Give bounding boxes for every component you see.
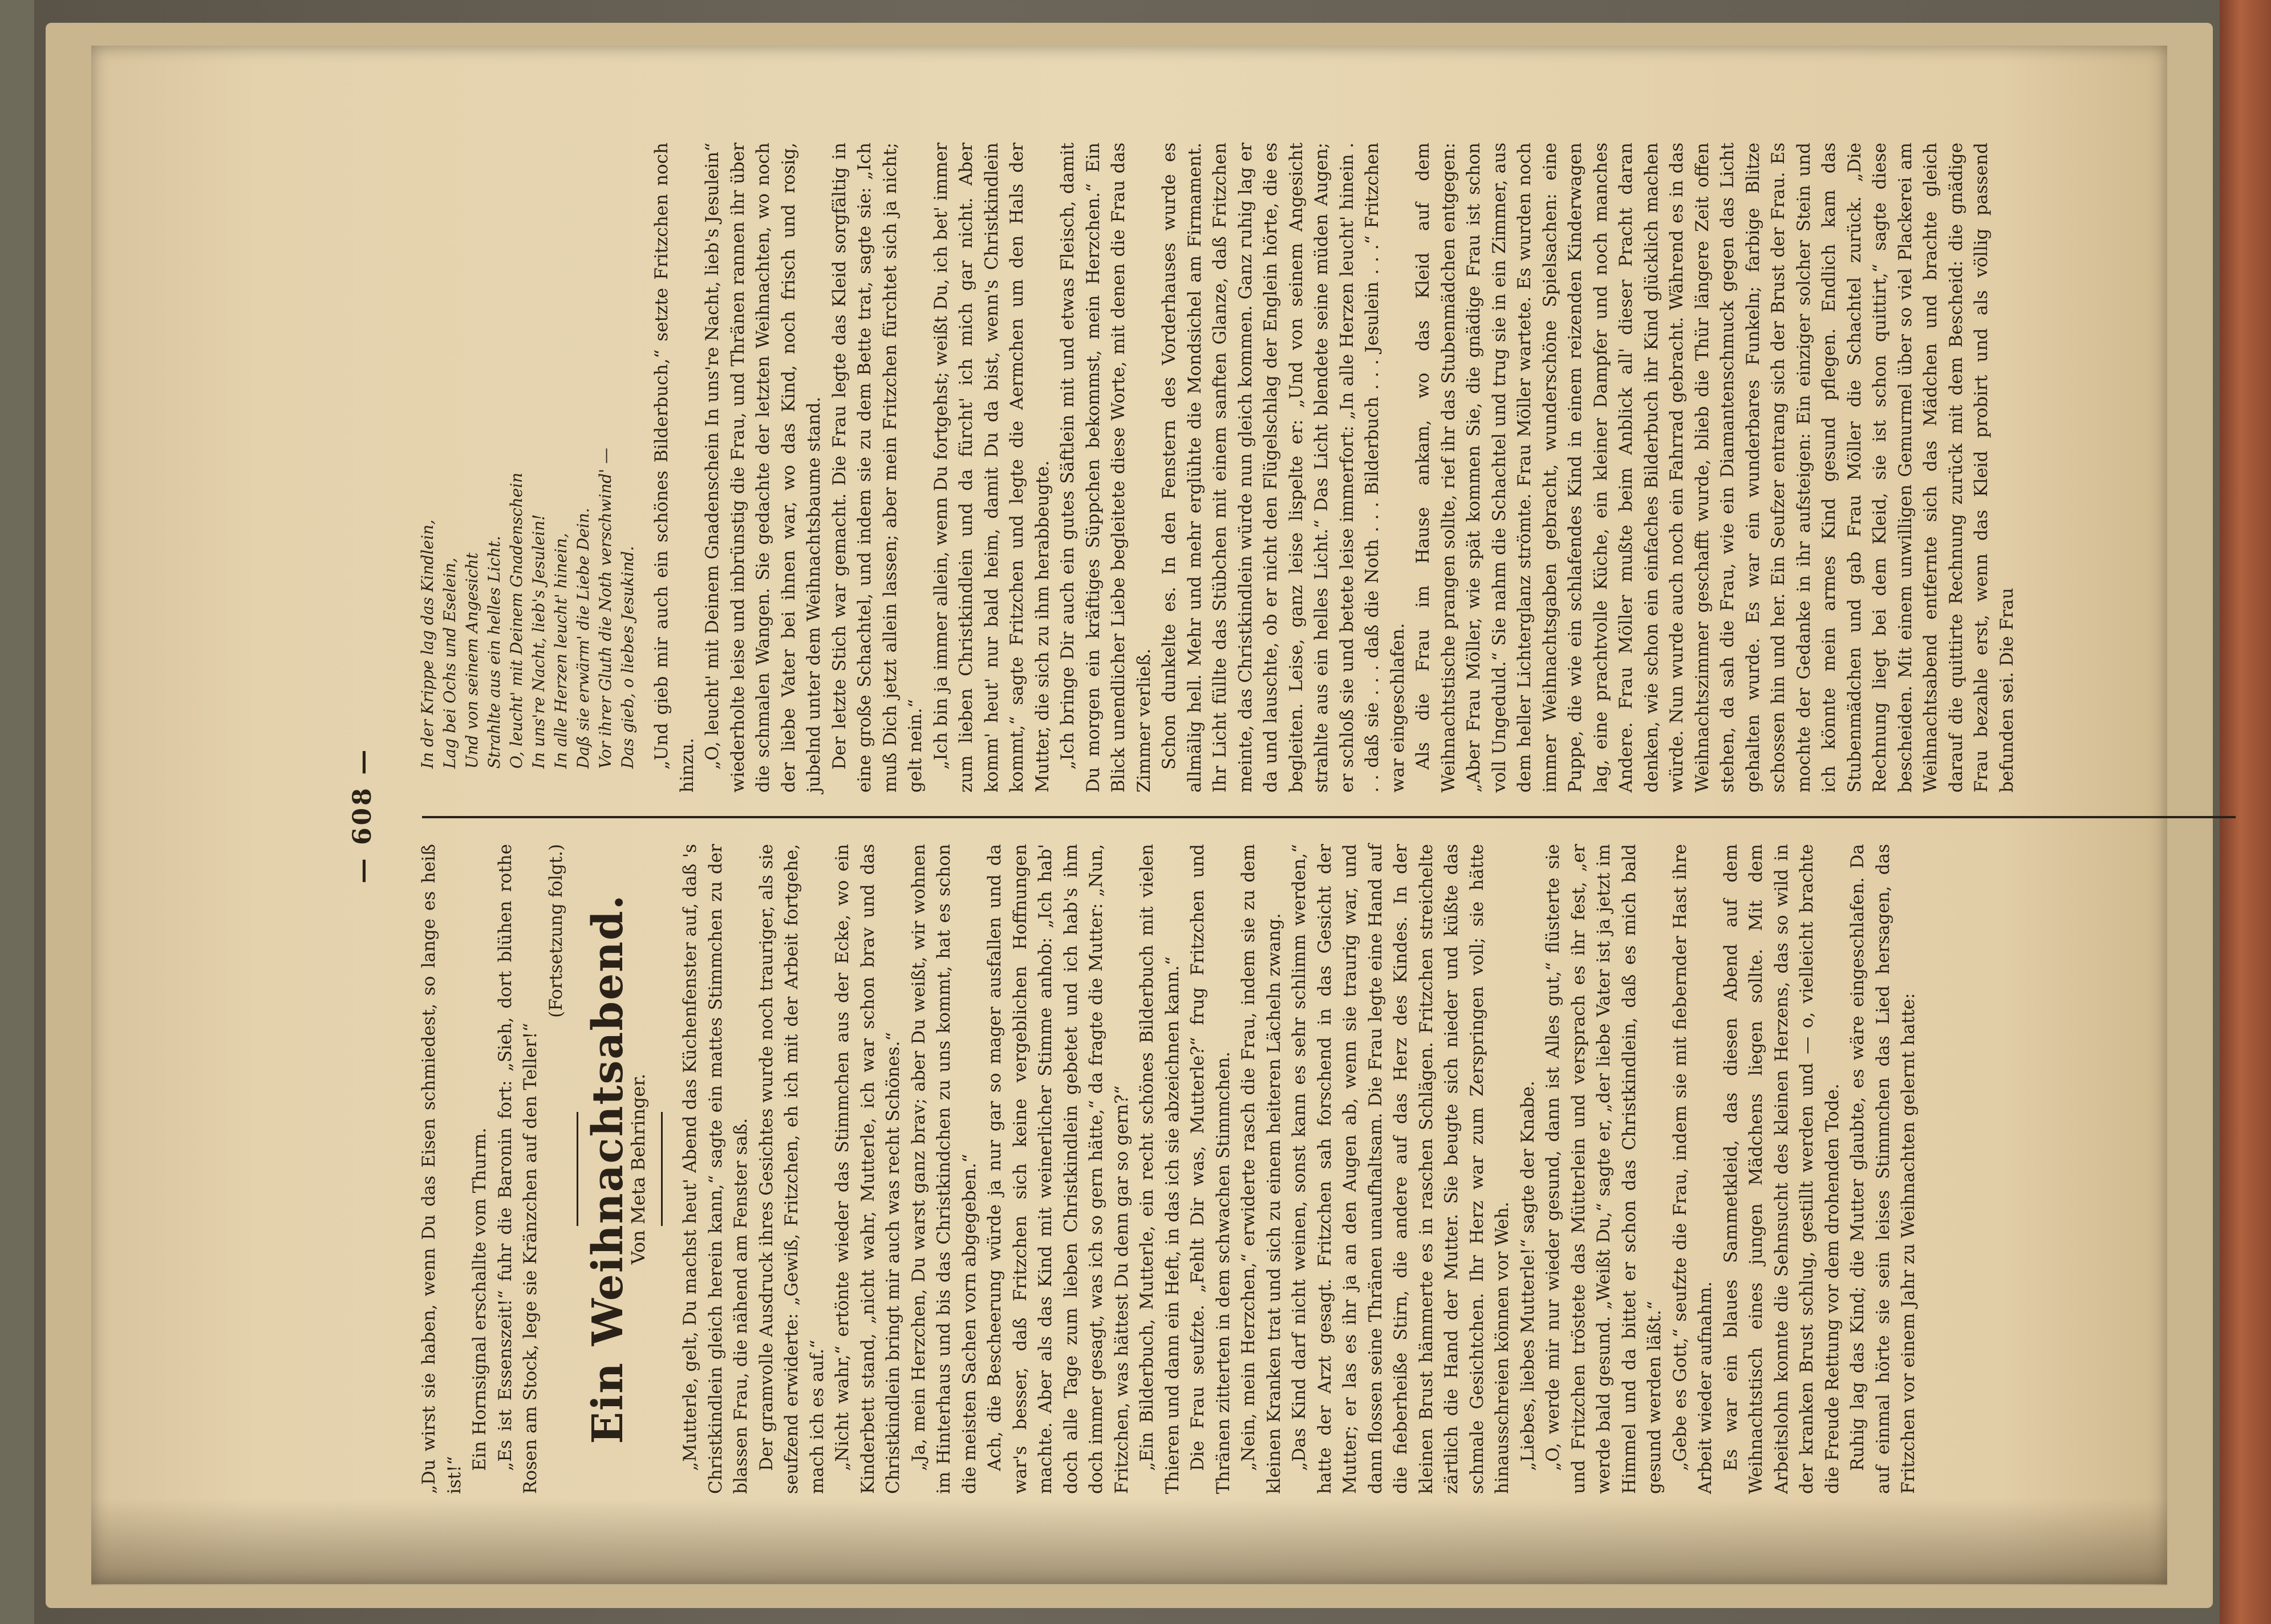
title-rule [661,1112,663,1226]
paragraph: Der gramvolle Ausdruck ihres Gesichtes wurde noch trauriger, als sie seufzend erwiderte: „Gewiß, Fritzchen, eh ich mit der Arbeit fortgehe, mach ich es auf.“ [756,844,828,1494]
paragraph: Der letzte Stich war gemacht. Die Frau legte das Kleid sorgfältig in eine große Schachtel, und indem sie zu dem Bette trat, sagte sie: „Ich muß Dich jetzt allein lassen; aber mein Fritzchen fürchtet sich ja nicht; gelt nein.“ [829,143,926,793]
paragraph: „Ich bringe Dir auch ein gutes Säftlein mit und etwas Fleisch, damit Du morgen ein kräftiges Süppchen bekommst, mein Herzchen.“ Ein Blick unendlicher Liebe begleitete diese Worte, mit denen die Frau das Zimmer verließ. [1057,143,1154,793]
poem-line: Strahlte aus ein helles Licht. [485,535,504,769]
continuation-note: (Fortsetzung folgt.) [545,844,566,1018]
paragraph: „Und gieb mir auch ein schönes Bilderbuch,“ setzte Fritzchen noch hinzu. [651,143,697,793]
paragraph: „Ein Bilderbuch, Mutterle, ein recht schönes Bilderbuch mit vielen Thieren und dann ein Heft, in das ich sie abzeichnen kann.“ [1137,844,1183,1494]
rotated-text-frame [325,103,2264,1528]
paragraph: „Gebe es Gott,“ seufzte die Frau, indem sie mit fiebernder Hast ihre Arbeit wieder aufnahm. [1669,844,1716,1494]
poem-line: In alle Herzen leucht' hinein, [551,533,570,769]
left-column [416,844,1921,1494]
spacer [639,143,649,793]
paragraph: „Ich bin ja immer allein, wenn Du fortgehst; weißt Du, ich bet' immer zum lieben Christkindlein und da fürcht' ich mich gar nicht. Aber komm' heut' nur bald heim, damit Du da bist, wenn's Christkindlein kommt,“ sagte Fritzchen und legte die Aermchen um den Hals der Mutter, die sich zu ihm herabbeugte. [930,143,1053,793]
poem-line: Das gieb, o liebes Jesukind. [618,546,637,769]
paragraph: Ach, die Bescheerung würde ja nur gar so mager ausfallen und da war's besser, daß Fritzchen sich keine vergeblichen Hoffnungen machte. Aber als das Kind mit weinerlicher Stimme anhob: „Ich hab' doch alle Tage zum lieben Christkindlein gebetet und ich hab's ihm doch immer gesagt, was ich so gern hätte,“ da fragte die Mutter: „Nun, Fritzchen, was hättest Du denn gar so gern?“ [984,844,1132,1494]
intro-line: „Du wirst sie haben, wenn Du das Eisen schmiedest, so lange es heiß ist!“ [419,844,465,1494]
paragraph: „Ja, mein Herzchen, Du warst ganz brav; aber Du weißt, wir wohnen im Hinterhaus und bis das Christkindchen zu uns kommt, hat es schon die meisten Sachen vorn abgegeben.“ [908,844,980,1494]
intro-line: „Es ist Essenszeit!“ fuhr die Baronin fort: „Sieh, dort blühen rothe Rosen am Stock, lege sie Kränzchen auf den Teller!“ [494,844,541,1494]
paragraph: „Mutterle, gelt, Du machst heut' Abend das Küchenfenster auf, daß 's Christkindlein gleich herein kann,“ sagte ein mattes Stimmchen zu der blassen Frau, die nähend am Fenster saß. [680,844,751,1494]
section-rule [577,1112,578,1226]
paragraph: Als die Frau im Hause ankam, wo das Kleid auf dem Weihnachtstische prangen sollte, rief ihr das Stubenmädchen entgegen: „Aber Frau Möller, wie spät kommen Sie, die gnädige Frau ist schon voll Ungeduld.“ Sie nahm die Schachtel und trug sie in ein Zimmer, aus dem heller Lichterglanz strömte. Frau Möller wartete. Es wurden noch immer Weihnachtsgaben gebracht, wunderschöne Spielsachen: eine Puppe, die wie ein schlafendes Kind in einem reizenden Kinderwagen lag, eine prachtvolle Küche, ein kleiner Dampfer und noch manches Andere. Frau Möller mußte beim Anblick all' dieser Pracht daran denken, wie schon ein einfaches Bilderbuch ihr Kind glücklich machen würde. Nun wurde auch noch ein Fahrrad gebracht. Während es in das Weihnachtszimmer geschafft wurde, blieb die Thür längere Zeit offen stehen, da sah die Frau, wie ein Diamantenschmuck gegen das Licht gehalten wurde. Es war ein wunderbares Funkeln; farbige Blitze schossen hin und her. Ein Seufzer entrang sich der Brust der Frau. Es mochte der Gedanke in ihr aufsteigen: Ein einziger solcher Stein und ich könnte mein armes Kind gesund pflegen. Endlich kam das Stubenmädchen und gab Frau Möller die Schachtel zurück. „Die Rechnung liegt bei dem Kleid, sie ist schon quittirt,“ sagte diese bescheiden. Mit einem unwilligen Gemurmel über so viel Plackerei am Weihnachtsabend entfernte sich das Mädchen und brachte gleich darauf die quittirte Rechnung zurück mit dem Bescheid: die gnädige Frau bezahle erst, wenn das Kleid probirt und als völlig passend befunden sei. Die Frau [1413,143,2017,793]
poem-line: In der Krippe lag das Kindlein, [418,519,437,769]
paragraph: „Das Kind darf nicht weinen, sonst kann es sehr schlimm werden,“ hatte der Arzt gesagt. Fritzchen sah forschend in das Gesicht der Mutter; er las es ihr ja an den Augen ab, wenn sie traurig war, und dann flossen seine Thränen unaufhaltsam. Die Frau legte eine Hand auf die fieberheiße Stirn, die andere auf das Herz des Kindes. In der kleinen Brust hämmerte es in raschen Schlägen. Fritzchen streichelte zärtlich die Hand der Mutter. Sie beugte sich nieder und küßte das schmale Gesichtchen. Ihr Herz war zum Zerspringen voll; sie hätte hinausschreien können vor Weh. [1289,844,1512,1494]
paragraph: „O, leucht' mit Deinem Gnadenschein In uns're Nacht, lieb's Jesulein“ wiederholte leise und inbrünstig die Frau, und Thränen rannen ihr über die schmalen Wangen. Sie gedachte der letzten Weihnachten, wo noch der liebe Vater bei ihnen war, wo das Kind, noch frisch und rosig, jubelnd unter dem Weihnachtsbaume stand. [702,143,824,793]
column-divider [422,816,2236,818]
poem-line: Lag bei Ochs und Eselein, [440,557,459,769]
paragraph: „Nicht wahr,“ ertönte wieder das Stimmchen aus der Ecke, wo ein Kinderbett stand, „nicht wahr, Mutterle, ich war schon brav und das Christkindlein bringt mir auch was recht Schönes.“ [832,844,903,1494]
story-title: Ein Weihnachtsabend. [583,894,632,1444]
paragraph: „Liebes, liebes Mutterle!“ sagte der Knabe. [1517,1081,1538,1471]
paragraph: Ruhig lag das Kind; die Mutter glaubte, es wäre eingeschlafen. Da auf einmal hörte sie sein leises Stimmchen das Lied hersagen, das Fritzchen vor einem Jahr zu Weihnachten gelernt hatte: [1847,844,1919,1494]
poem-line: In uns're Nacht, lieb's Jesulein! [529,514,548,769]
paragraph: Es war ein blaues Sammetkleid, das diesen Abend auf dem Weihnachtstisch eines jungen Mädchens liegen sollte. Mit dem Arbeitslohn konnte die Sehnsucht des kleinen Herzens, das so wild in der kranken Brust schlug, gestillt werden und — o, vielleicht brachte die Freude Rettung vor dem drohenden Tode. [1720,844,1843,1494]
right-column [416,143,2019,793]
poem-line: Daß sie erwärm' die Liebe Dein. [574,508,593,769]
intro-line: Ein Hornsignal erschallte vom Thurm. [469,1127,490,1471]
paragraph: Die Frau seufzte. „Fehlt Dir was, Mutterle?“ frug Fritzchen und Thränen zitterten in dem schwachen Stimmchen. [1187,844,1234,1494]
paragraph: „O, werde mir nur wieder gesund, dann ist Alles gut,“ flüsterte sie und Fritzchen tröstete das Mütterlein und versprach es ihr fest, „er werde bald gesund. „Weißt Du,“ sagte er, „der liebe Vater ist ja jetzt im Himmel und da bittet er schon das Christkindlein, daß es mich bald gesund werden läßt.“ [1543,844,1665,1494]
paragraph: Schon dunkelte es. In den Fenstern des Vorderhauses wurde es allmälig hell. Mehr und mehr erglühte die Mondsichel am Firmament. Ihr Licht füllte das Stübchen mit einem sanften Glanze, daß Fritzchen meinte, das Christkindlein würde nun gleich kommen. Ganz ruhig lag er da und lauschte, ob er nicht den Flügelschlag der Englein hörte, die es begleiten. Leise, ganz leise lispelte er: „Und von seinem Angesicht strahlte aus ein helles Licht.“ Das Licht blendete seine müden Augen; er schloß sie und betete leise immerfort: „In alle Herzen leucht' hinein . . . daß sie . . . daß die Noth . . . Bilderbuch . . . Jesulein . . .“ Fritzchen war eingeschlafen. [1159,143,1408,793]
page-number: — 608 — [348,747,377,884]
poem-line: Und von seinem Angesicht [463,552,481,769]
poem-line: O, leucht' mit Deinem Gnadenschein [507,472,526,769]
story-byline: Von Meta Behringer. [627,1073,649,1265]
poem-line: Vor ihrer Gluth die Noth verschwind' — [596,448,615,769]
paragraph: „Nein, mein Herzchen,“ erwiderte rasch die Frau, indem sie zu dem kleinen Kranken trat und sich zu einem heiteren Lächeln zwang. [1238,844,1284,1494]
